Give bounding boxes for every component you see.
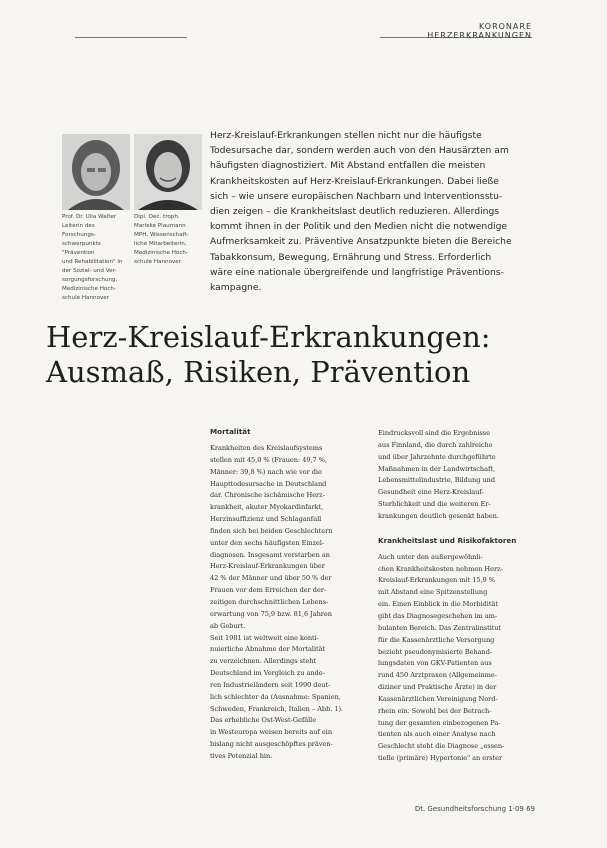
text-line: tielle (primäre) Hypertonie" an erster (378, 754, 503, 763)
abstract-line: sich – wie unsere europäischen Nachbarn und Interventionsstu- (210, 190, 503, 202)
text-line: ein. Einen Einblick in die Morbidität (378, 600, 498, 609)
text-line: tienten als auch einer Analyse nach (378, 730, 496, 739)
text-line: Haupttodesursache in Deutschland (210, 479, 327, 488)
text-line: dar. Chronische ischämische Herz- (210, 491, 325, 500)
abstract-line: Krankheitskosten auf Herz-Kreislauf-Erkrankungen. Dabei ließe (210, 175, 499, 187)
caption-line: der Sozial- und Ver- (62, 268, 117, 274)
text-line: mit Abstand eine Spitzenstellung (378, 588, 488, 597)
text-line: nuierliche Abnahme der Mortalität (210, 645, 326, 654)
text-line: diagnosen. Insgesamt verstarben an (210, 550, 330, 559)
text-line: aus Finnland, die durch zahlreiche (378, 440, 493, 449)
text-line: Frauen vor dem Erreichen der der- (210, 586, 327, 595)
section-heading-mortality: Mortalität (210, 427, 251, 436)
abstract-line: häufigsten diagnostiziert. Mit Abstand entfallen die meisten (210, 160, 486, 172)
text-line: 42 % der Männer und über 50 % der (210, 574, 332, 583)
text-line: zeitigen durchschnittlichen Lebens- (210, 597, 329, 606)
abstract (210, 128, 535, 295)
caption-line: schule Hannover (62, 295, 110, 301)
text-line: bezieht pseudonymisierte Behand- (378, 647, 493, 656)
text-line: Maßnahmen in der Landwirtschaft, (378, 464, 496, 473)
text-line: krankungen deutlich gesenkt haben. (378, 511, 499, 520)
abstract-line: dien zeigen – die Krankheitslast deutlich reduzieren. Allerdings (210, 206, 500, 218)
title-line: Ausmaß, Risiken, Prävention (46, 355, 471, 389)
section-header: KORONARE HERZERKRANKUNGEN (427, 22, 532, 40)
text-line: Kassenärztlichen Vereinigung Nord- (378, 694, 498, 703)
text-line: Lebensmittelindustrie, Bildung und (378, 476, 496, 485)
body-text-left (210, 443, 354, 763)
text-line: Eindrucksvoll sind die Ergebnisse (378, 429, 490, 437)
text-line: Männer: 39,8 %) nach wie vor die (210, 467, 322, 476)
text-line: für die Kassenärztliche Versorgung (378, 635, 495, 644)
text-line: lungsdaten von GKV-Patienten aus (378, 659, 492, 668)
caption-line: liche Mitarbeiterin, (134, 241, 187, 247)
text-line: lich schlechter da (Ausnahme: Spanien, (210, 692, 341, 701)
text-line: bislang nicht ausgeschöpftes präven- (210, 740, 333, 749)
text-line: Herz-Kreislauf-Erkrankungen über (210, 562, 325, 571)
header-rule-left (75, 37, 187, 38)
abstract-line: Herz-Kreislauf-Erkrankungen stellen nicht nur die häufigste (210, 130, 482, 141)
text-line: gibt das Diagnosegeschehen im am- (378, 611, 498, 620)
text-line: Das erhebliche Ost-West-Gefälle (210, 716, 317, 725)
abstract-line: kampagne. (210, 282, 262, 294)
text-line: Krankheiten des Kreislaufsystems (210, 444, 323, 452)
text-line: tives Potenzial hin. (210, 751, 273, 760)
text-line: zu verzeichnen. Allerdings steht (210, 657, 317, 666)
abstract-line: wäre eine nationale übergreifende und langfristige Präventions- (210, 266, 504, 278)
text-line: Seit 1981 ist weltweit eine konti- (210, 633, 319, 642)
author-portrait-1 (62, 134, 130, 210)
text-line: Schweden, Frankreich, Italien – Abb. 1). (210, 704, 344, 713)
caption-line: Dipl. Oec. troph. (134, 214, 180, 220)
text-line: Sterblichkeit und die weiteren Er- (378, 500, 491, 509)
caption-line: und Rehabilitation" in (62, 259, 123, 265)
text-line: Auch unter den außergewöhnli- (378, 552, 483, 561)
text-line: Gesundheit eine Herz-Kreislauf- (378, 488, 484, 497)
abstract-line: Tabakkonsum, Bewegung, Ernährung und Stress. Erforderlich (210, 251, 492, 263)
caption-line: Leiterin des Forschungs- (62, 223, 96, 238)
text-line: rund 450 Arztpraxen (Allgemeinme- (378, 671, 497, 680)
text-line: Herzinsuffizienz und Schlaganfall (210, 515, 322, 524)
text-line: und über Jahrzehnte durchgeführte (378, 452, 496, 461)
body-column-right (378, 428, 522, 765)
text-line: Kreislauf-Erkrankungen mit 15,9 % (378, 576, 495, 585)
abstract-line: Todesursache dar, sondern werden auch von den Hausärzten am (210, 145, 509, 157)
abstract-line: Aufmerksamkeit zu. Präventive Ansatzpunkte bieten die Bereiche (210, 236, 512, 248)
section-heading-burden-risk: Krankheitslast und Risikofaktoren (378, 535, 517, 545)
page-footer: Dt. Gesundheitsforschung 1·09 69 (414, 805, 535, 813)
text-line: in Westeuropa weisen bereits auf ein (210, 728, 333, 737)
text-line: Geschlecht steht die Diagnose „essen- (378, 742, 505, 751)
article-title (46, 320, 566, 390)
body-text-right-bottom (378, 552, 522, 765)
text-line: erwartung von 75,9 bzw. 81,6 Jahren (210, 609, 332, 618)
caption-line: Medizinische Hoch- (134, 250, 188, 256)
abstract-line: kommt ihnen in der Politik und den Medien nicht die notwendige (210, 221, 508, 233)
text-line: tung der gesamten einbezogenen Pa- (378, 718, 501, 727)
author-photo-1 (62, 134, 130, 210)
caption-line: schwerpunkts "Prävention (62, 241, 101, 256)
text-line: chen Krankheitskosten nehmen Herz- (378, 564, 503, 573)
body-text-right-top (378, 428, 522, 523)
caption-line: schule Hannover (134, 259, 182, 265)
caption-line: Prof. Dr. Ulla Walter (62, 214, 117, 220)
text-line: diziner und Praktische Ärzte) in der (378, 683, 497, 692)
text-line: finden sich bei beiden Geschlechtern (210, 526, 333, 535)
text-line: rhein ein. Sowohl bei der Betrach- (378, 706, 492, 715)
text-line: ab Geburt. (210, 621, 246, 630)
text-line: bulanten Bereich. Das Zentralinstitut (378, 623, 502, 632)
caption-line: sorgungsforschung, (62, 277, 118, 283)
caption-line: Medizinische Hoch- (62, 286, 116, 292)
text-line: unter den sechs häufigsten Einzel- (210, 538, 325, 547)
author-portrait-2 (134, 134, 202, 210)
title-line: Herz-Kreislauf-Erkrankungen: (46, 320, 491, 354)
author-caption-1 (62, 213, 128, 303)
body-column-left (210, 426, 354, 763)
author-photo-2 (134, 134, 202, 210)
text-line: ren Industrieländern seit 1990 deut- (210, 680, 331, 689)
text-line: Deutschland im Vergleich zu ande- (210, 669, 325, 678)
caption-line: Marieke Plaumann (134, 223, 186, 229)
text-line: krankheit, akuter Myokardinfarkt, (210, 503, 324, 512)
caption-line: MPH, Wissenschaft- (134, 232, 189, 238)
author-caption-2 (134, 213, 200, 267)
text-line: stellen mit 45,0 % (Frauen: 49,7 %, (210, 455, 327, 464)
